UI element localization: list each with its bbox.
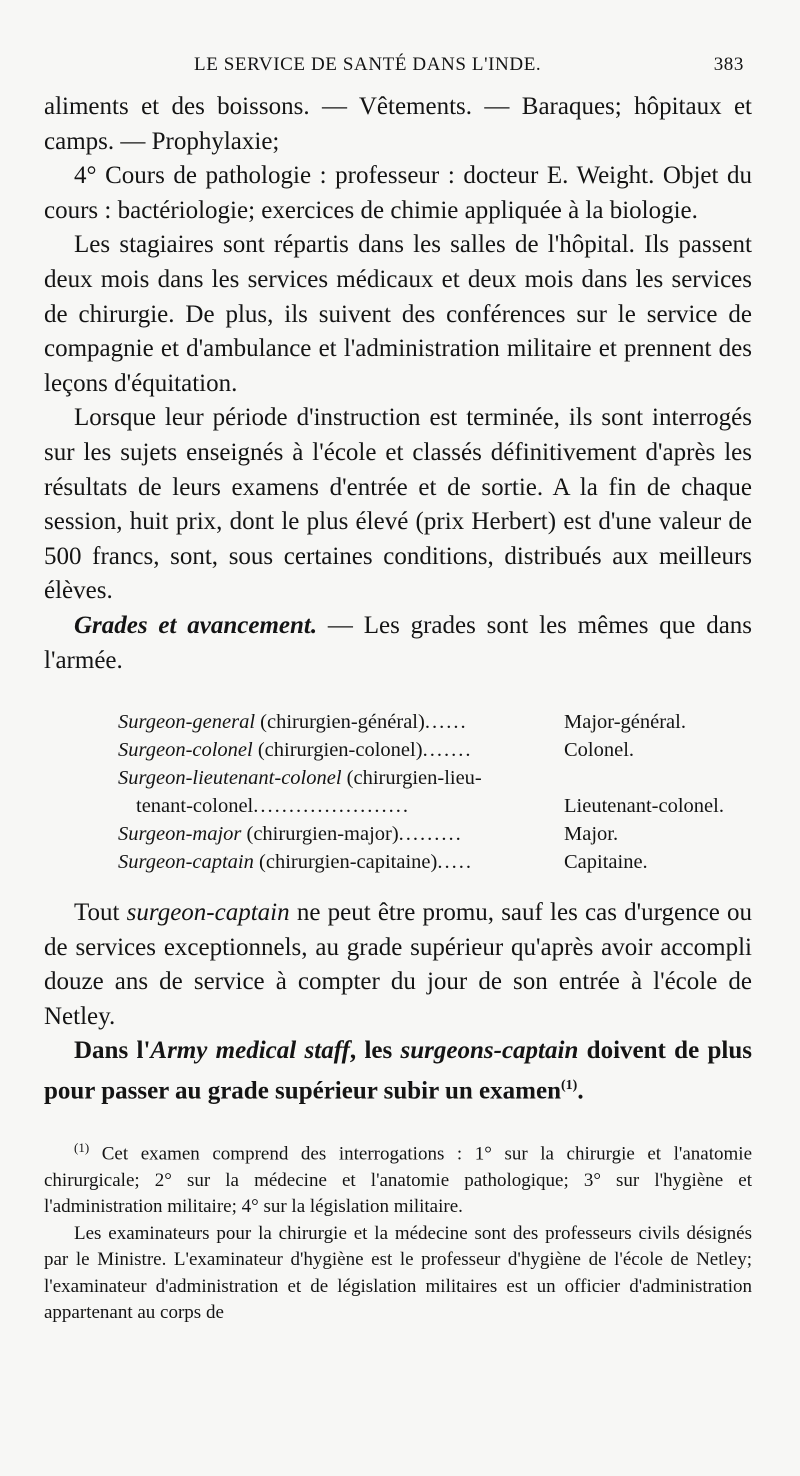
grade-term: Surgeon-lieutenant-colonel bbox=[118, 767, 342, 790]
grade-equivalent: Major-général. bbox=[564, 711, 686, 734]
text-fragment: . bbox=[577, 1077, 584, 1105]
grade-french: (chirurgien-lieu- bbox=[341, 767, 482, 790]
leader-dots: ......... bbox=[398, 823, 463, 846]
text-fragment: Tout bbox=[74, 899, 127, 927]
army-medical-staff-term: Army medical staff bbox=[150, 1037, 350, 1065]
grade-equivalent: Lieutenant-colonel. bbox=[564, 795, 724, 818]
grades-table bbox=[118, 708, 754, 876]
paragraph-2: 4° Cours de pathologie : professeur : docteur E. Weight. Objet du cours : bactériologie; exercices de chimie appliquée à la biologie. bbox=[44, 162, 752, 224]
footnote-1 bbox=[44, 1135, 752, 1221]
grade-equivalent: Major. bbox=[564, 823, 619, 846]
grade-french: (chirurgien-capitaine) bbox=[253, 851, 438, 874]
grade-french-continued: tenant-colonel bbox=[136, 795, 254, 818]
grade-term: Surgeon-captain bbox=[118, 851, 254, 874]
grade-french: (chirurgien-général) bbox=[255, 711, 425, 734]
table-row bbox=[118, 708, 754, 736]
grades-heading: Grades et avancement. bbox=[74, 611, 318, 639]
paragraph-4: Lorsque leur période d'instruction est terminée, ils sont interrogés sur les sujets enseignés à l'école et classés définitivement d'après les résultats de leurs examens d'entrée et de sortie. A la fin de chaque session, huit prix, dont le plus élevé (prix Herbert) est d'une valeur de 500 francs, sont, sous certaines conditions, distribués aux meilleurs élèves. bbox=[44, 404, 752, 605]
paragraph-promotion bbox=[44, 896, 752, 1034]
leader-dots: ...................... bbox=[253, 795, 411, 818]
text-fragment: ne peut être promu, sauf les cas d'urgence ou de services exceptionnels, au grade supérieur qu'après avoir accompli douze ans de service à compter du jour de son entrée à l'école de Netley. bbox=[44, 899, 752, 1030]
text-fragment: doivent de plus pour passer au grade supérieur subir un examen bbox=[44, 1037, 752, 1105]
table-row bbox=[118, 848, 754, 876]
surgeons-captain-term: surgeons-captain bbox=[400, 1037, 579, 1065]
table-row bbox=[118, 792, 754, 820]
footnotes bbox=[44, 1135, 752, 1327]
surgeon-captain-term: surgeon-captain bbox=[126, 899, 290, 927]
table-row bbox=[118, 764, 754, 792]
grade-term: Surgeon-major bbox=[118, 823, 242, 846]
leader-dots: ....... bbox=[422, 739, 473, 762]
grade-french: (chirurgien-major) bbox=[241, 823, 399, 846]
paragraph-grades bbox=[44, 609, 752, 678]
grades-intro: — Les grades sont les mêmes que dans l'armée. bbox=[44, 611, 753, 674]
paragraph-army-medical-staff bbox=[44, 1034, 752, 1109]
footnote-text: Cet examen comprend des interrogations : 1° sur la chirurgie et l'anatomie chirurgicale; 2° sur la médecine et l'anatomie pathologique; 3° sur l'hygiène et l'administration militaire; 4° sur la législation militaire. bbox=[44, 1143, 752, 1218]
leader-dots: ..... bbox=[437, 851, 473, 874]
grade-equivalent: Colonel. bbox=[564, 739, 635, 762]
text-fragment: , les bbox=[349, 1037, 401, 1065]
running-title: LE SERVICE DE SANTÉ DANS L'INDE. bbox=[194, 54, 542, 75]
footnote-2: Les examinateurs pour la chirurgie et la médecine sont des professeurs civils désignés par le Ministre. L'examinateur d'hygiène est le professeur d'hygiène de l'école de Netley; l'examinateur d'administration et de législation militaires est un officier d'administration appartenant au corps de bbox=[44, 1222, 752, 1324]
grade-equivalent: Capitaine. bbox=[564, 851, 648, 874]
text-fragment: Dans l' bbox=[74, 1037, 151, 1065]
table-row bbox=[118, 736, 754, 764]
leader-dots: ...... bbox=[424, 711, 468, 734]
grade-term: Surgeon-general bbox=[118, 711, 256, 734]
paragraph-1: aliments et des boissons. — Vêtements. — Baraques; hôpitaux et camps. — Prophylaxie; bbox=[44, 93, 752, 155]
grade-french: (chirurgien-colonel) bbox=[252, 739, 423, 762]
page-number: 383 bbox=[713, 54, 744, 75]
page-header bbox=[44, 54, 752, 90]
footnote-mark: (1) bbox=[74, 1139, 90, 1155]
grade-term: Surgeon-colonel bbox=[118, 739, 253, 762]
table-row bbox=[118, 820, 754, 848]
footnote-reference: (1) bbox=[560, 1078, 578, 1094]
paragraph-3: Les stagiaires sont répartis dans les salles de l'hôpital. Ils passent deux mois dans les services médicaux et deux mois dans les services de chirurgie. De plus, ils suivent des conférences sur le service de compagnie et d'ambulance et l'administration militaire et prennent des leçons d'équitation. bbox=[44, 231, 752, 397]
